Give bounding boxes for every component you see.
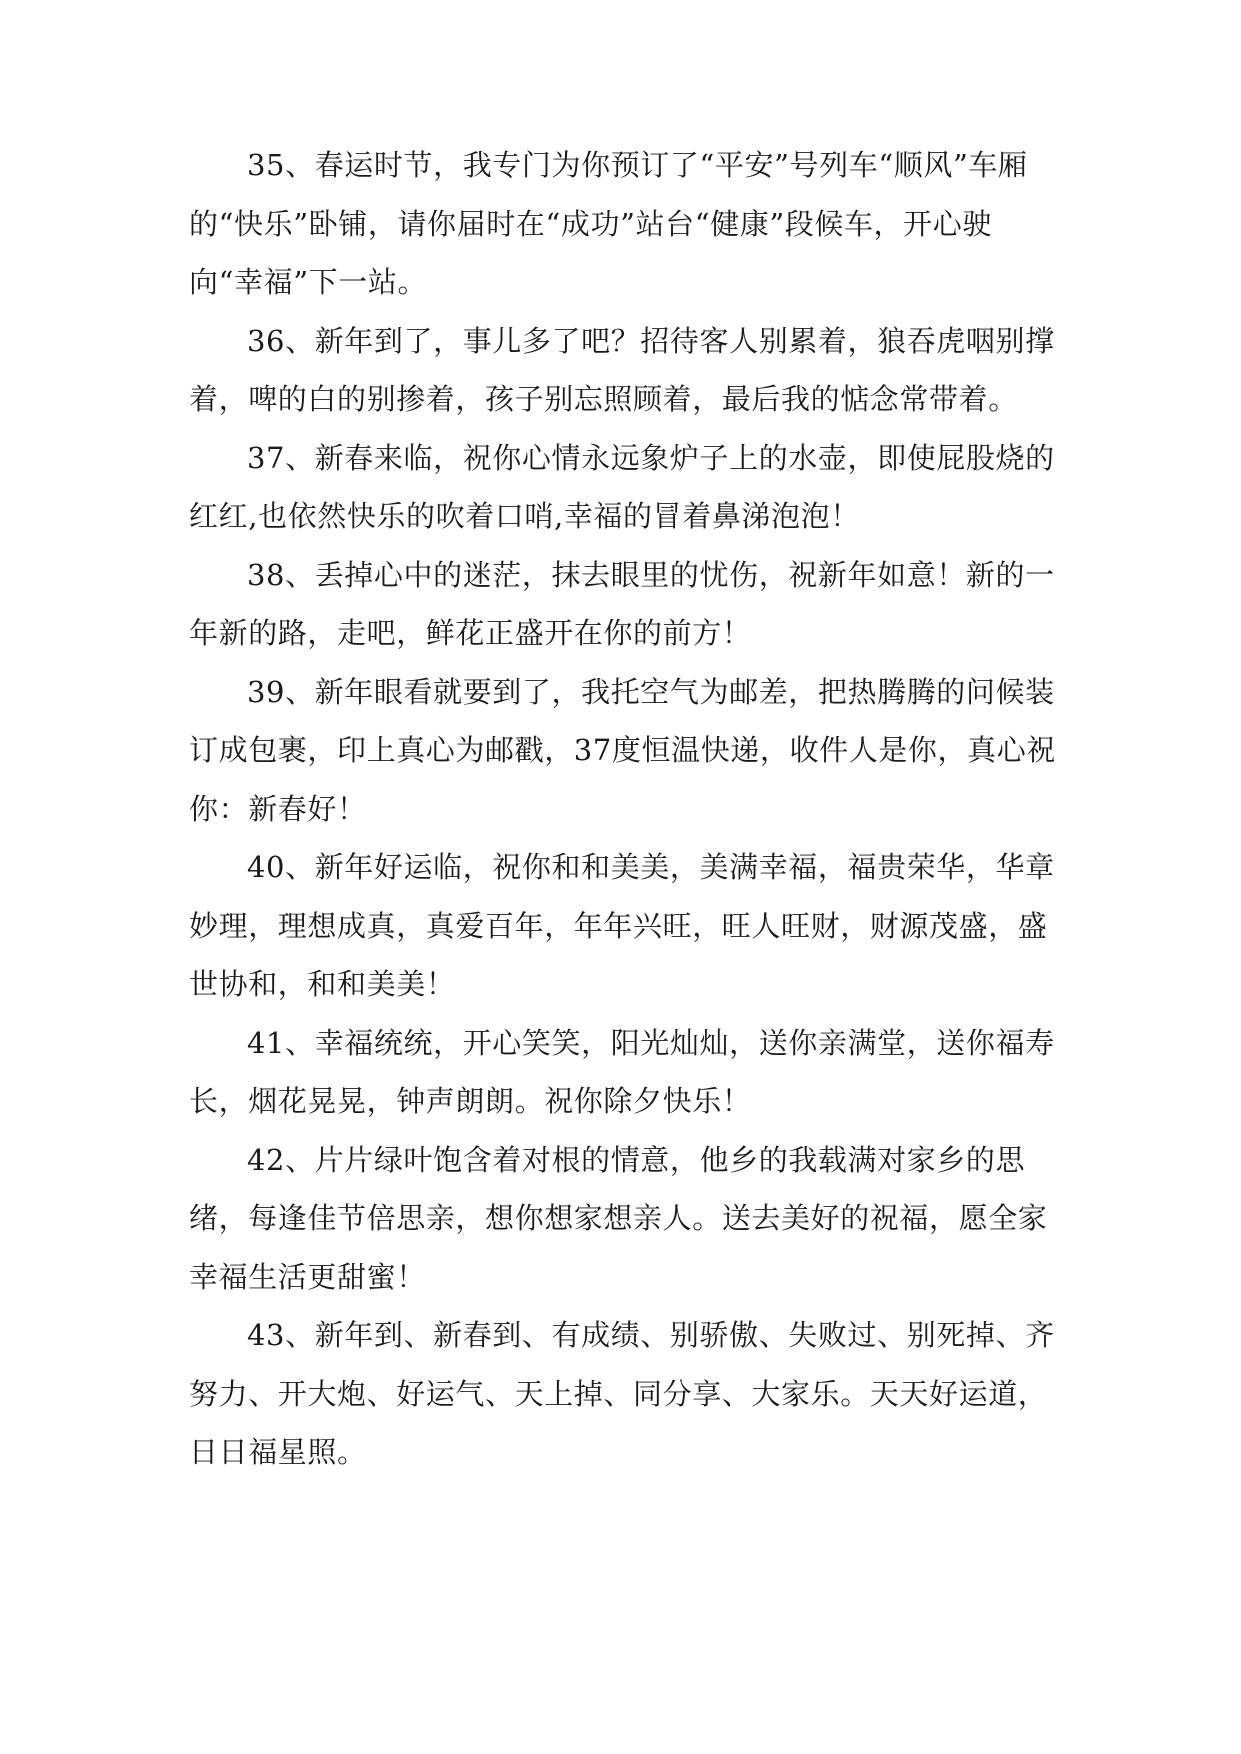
greeting-paragraph-39: 39、新年眼看就要到了，我托空气为邮差，把热腾腾的问候装订成包裹，印上真心为邮戳，37度恒温快递，收件人是你，真心祝你：新春好！ [189,674,1056,826]
greeting-paragraph-35: 35、春运时节，我专门为你预订了“平安”号列车“顺风”车厢的“快乐”卧铺，请你届时在“成功”站台“健康”段候车，开心驶向“幸福”下一站。 [189,148,1028,299]
greeting-paragraph-42: 42、片片绿叶饱含着对根的情意，他乡的我载满对家乡的思绪，每逢佳节倍思亲，想你想家想亲人。送去美好的祝福，愿全家幸福生活更甜蜜！ [189,1142,1048,1294]
greeting-paragraph-43: 43、新年到、新春到、有成绩、别骄傲、失败过、别死掉、齐努力、开大炮、好运气、天上掉、同分享、大家乐。天天好运道，日日福星照。 [189,1318,1055,1469]
greeting-paragraph-40: 40、新年好运临，祝你和和美美，美满幸福，福贵荣华，华章妙理，理想成真，真爱百年，年年兴旺，旺人旺财，财源茂盛，盛世协和，和和美美！ [189,850,1055,1001]
greeting-paragraph-36: 36、新年到了，事儿多了吧？招待客人别累着，狼吞虎咽别撑着，啤的白的别掺着，孩子别忘照顾着，最后我的惦念常带着。 [189,323,1055,416]
greeting-paragraph-38: 38、丢掉心中的迷茫，抹去眼里的忧伤，祝新年如意！新的一年新的路，走吧，鲜花正盛开在你的前方！ [189,557,1055,650]
greeting-paragraph-37: 37、新春来临，祝你心情永远象炉子上的水壶，即使屁股烧的红红,也依然快乐的吹着口哨,幸福的冒着鼻涕泡泡！ [189,440,1055,533]
greeting-paragraph-41: 41、幸福统统，开心笑笑，阳光灿灿，送你亲满堂，送你福寿长，烟花晃晃，钟声朗朗。祝你除夕快乐！ [189,1025,1055,1118]
document-body [189,136,1061,1482]
